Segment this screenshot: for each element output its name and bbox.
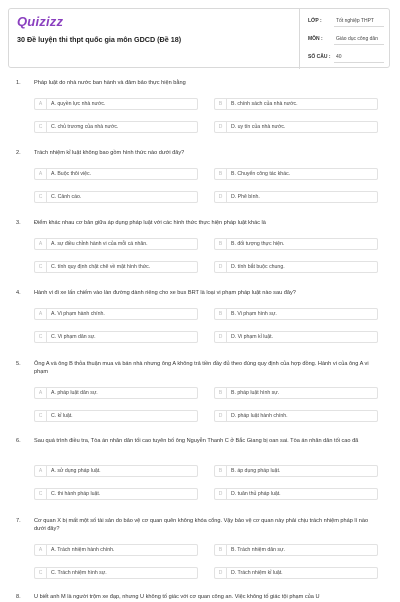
option-d[interactable] <box>214 121 378 133</box>
option-letter: D <box>215 332 227 342</box>
option-letter: B <box>215 99 227 109</box>
option-c[interactable] <box>34 488 198 500</box>
question-number: 4. <box>16 290 21 296</box>
question-text: Điểm khác nhau cơ bản giữa áp dụng pháp luật với các hình thức thực hiện pháp luật khác là <box>34 220 266 226</box>
option-text: A. sử dụng pháp luật. <box>51 468 101 474</box>
option-a[interactable] <box>34 238 198 250</box>
option-text: C. thi hành pháp luật. <box>51 491 101 497</box>
option-b[interactable] <box>214 98 378 110</box>
option-a[interactable] <box>34 98 198 110</box>
option-letter: D <box>215 411 227 421</box>
option-c[interactable] <box>34 261 198 273</box>
option-text: A. sự điều chỉnh hành vi của mỗi cá nhân. <box>51 241 148 247</box>
question-text: Ông A và ông B thỏa thuận mua và bán nhà nhưng ông A không trả tiền đầy đủ theo đúng quy định của hợp đồng. Hành vi của ông A vi phạm <box>34 361 369 375</box>
option-d[interactable] <box>214 191 378 203</box>
option-text: B. pháp luật hình sự. <box>231 390 280 396</box>
option-b[interactable] <box>214 238 378 250</box>
option-b[interactable] <box>214 168 378 180</box>
option-letter: C <box>35 122 47 132</box>
meta-label: SỐ CÂU : <box>308 54 331 60</box>
option-text: B. Trách nhiệm dân sự. <box>231 547 285 553</box>
option-letter: C <box>35 332 47 342</box>
option-text: D. uy tín của nhà nước. <box>231 124 286 130</box>
option-text: D. tuân thủ pháp luật. <box>231 491 281 497</box>
option-letter: C <box>35 192 47 202</box>
question-text: U biết anh M là người trộm xe đạp, nhưng U không tố giác với cơ quan công an. Việc không tố giác tội phạm của U <box>34 594 320 600</box>
option-text: A. quyền lực nhà nước. <box>51 101 106 107</box>
option-text: C. kỉ luật. <box>51 413 73 419</box>
option-letter: B <box>215 309 227 319</box>
option-letter: D <box>215 122 227 132</box>
option-text: A. Buộc thôi việc. <box>51 171 92 177</box>
option-letter: A <box>35 545 47 555</box>
option-text: A. pháp luật dân sự. <box>51 390 98 396</box>
option-a[interactable] <box>34 308 198 320</box>
option-c[interactable] <box>34 191 198 203</box>
question-text: Trách nhiệm kỉ luật không bao gồm hình thức nào dưới đây? <box>34 150 185 156</box>
option-letter: B <box>215 239 227 249</box>
option-a[interactable] <box>34 168 198 180</box>
option-c[interactable] <box>34 121 198 133</box>
option-text: B. Chuyển công tác khác. <box>231 171 291 177</box>
option-letter: B <box>215 169 227 179</box>
option-a[interactable] <box>34 544 198 556</box>
question-number: 3. <box>16 220 21 226</box>
option-letter: D <box>215 489 227 499</box>
option-text: A. Trách nhiệm hành chính. <box>51 547 115 553</box>
option-text: C. Trách nhiệm hình sự. <box>51 570 107 576</box>
question-number: 8. <box>16 594 21 600</box>
meta-panel <box>299 9 391 69</box>
option-c[interactable] <box>34 567 198 579</box>
option-letter: C <box>35 489 47 499</box>
option-d[interactable] <box>214 567 378 579</box>
meta-label: LỚP : <box>308 18 322 24</box>
option-letter: D <box>215 262 227 272</box>
option-text: D. Trách nhiệm kỉ luật. <box>231 570 283 576</box>
worksheet-header <box>8 8 390 68</box>
option-c[interactable] <box>34 331 198 343</box>
question-text: Cơ quan X bị mất một số tài sản do bảo vệ cơ quan quên không khóa cổng. Vậy bảo vệ cơ quan này phải chịu trách nhiệm pháp lí nào dưới đây? <box>34 518 369 532</box>
option-text: C. chủ trương của nhà nước. <box>51 124 119 130</box>
option-letter: B <box>215 388 227 398</box>
question-text: Hành vi đi xe lấn chiếm vào làn đường dành riêng cho xe bus BRT là loại vi phạm pháp luật nào sau đây? <box>34 290 296 296</box>
option-text: B. Vi phạm hình sự. <box>231 311 277 317</box>
quizizz-logo: Quizizz <box>17 14 64 29</box>
option-letter: A <box>35 99 47 109</box>
meta-row-count <box>300 50 392 64</box>
option-letter: A <box>35 239 47 249</box>
option-text: D. Vi phạm kỉ luật. <box>231 334 273 340</box>
option-text: D. tính bắt buộc chung. <box>231 264 285 270</box>
option-b[interactable] <box>214 465 378 477</box>
option-d[interactable] <box>214 331 378 343</box>
option-letter: C <box>35 262 47 272</box>
meta-row-subject <box>300 32 392 46</box>
meta-label: MÔN : <box>308 36 323 42</box>
option-letter: C <box>35 568 47 578</box>
option-b[interactable] <box>214 387 378 399</box>
option-letter: B <box>215 466 227 476</box>
option-letter: C <box>35 411 47 421</box>
option-letter: D <box>215 192 227 202</box>
option-d[interactable] <box>214 261 378 273</box>
question-text: Pháp luật do nhà nước ban hành và đảm bảo thực hiện bằng <box>34 80 186 86</box>
option-text: B. áp dụng pháp luật. <box>231 468 281 474</box>
meta-value: 40 <box>334 51 384 63</box>
question-number: 2. <box>16 150 21 156</box>
option-a[interactable] <box>34 387 198 399</box>
page-title: 30 Đề luyện thi thpt quốc gia môn GDCD (Đề 18) <box>17 35 182 44</box>
option-letter: A <box>35 466 47 476</box>
option-text: D. Phê bình. <box>231 194 260 200</box>
question-number: 1. <box>16 80 21 86</box>
option-letter: B <box>215 545 227 555</box>
option-text: B. đối tượng thực hiện. <box>231 241 285 247</box>
option-letter: A <box>35 309 47 319</box>
option-text: D. pháp luật hành chính. <box>231 413 288 419</box>
option-b[interactable] <box>214 308 378 320</box>
question-number: 7. <box>16 518 21 524</box>
option-d[interactable] <box>214 488 378 500</box>
meta-value: Giáo dục công dân <box>334 33 384 45</box>
meta-row-class <box>300 14 392 28</box>
option-text: A. Vi phạm hành chính. <box>51 311 105 317</box>
option-c[interactable] <box>34 410 198 422</box>
question-number: 6. <box>16 438 21 444</box>
option-text: C. tính quy định chặt chẽ về mặt hình thức. <box>51 264 151 270</box>
option-letter: A <box>35 169 47 179</box>
option-text: B. chính sách của nhà nước. <box>231 101 298 107</box>
option-a[interactable] <box>34 465 198 477</box>
question-number: 5. <box>16 361 21 367</box>
option-text: C. Vi phạm dân sự. <box>51 334 96 340</box>
meta-value: Tốt nghiệp THPT <box>334 15 384 27</box>
option-letter: D <box>215 568 227 578</box>
option-letter: A <box>35 388 47 398</box>
option-b[interactable] <box>214 544 378 556</box>
option-d[interactable] <box>214 410 378 422</box>
option-text: C. Cảnh cáo. <box>51 194 82 200</box>
question-text: Sau quá trình điều tra, Tòa án nhân dân tối cao tuyên bố ông Nguyễn Thanh C ở Bắc Giang bị oan sai. Tòa án nhân dân tối cao đã <box>34 438 359 444</box>
